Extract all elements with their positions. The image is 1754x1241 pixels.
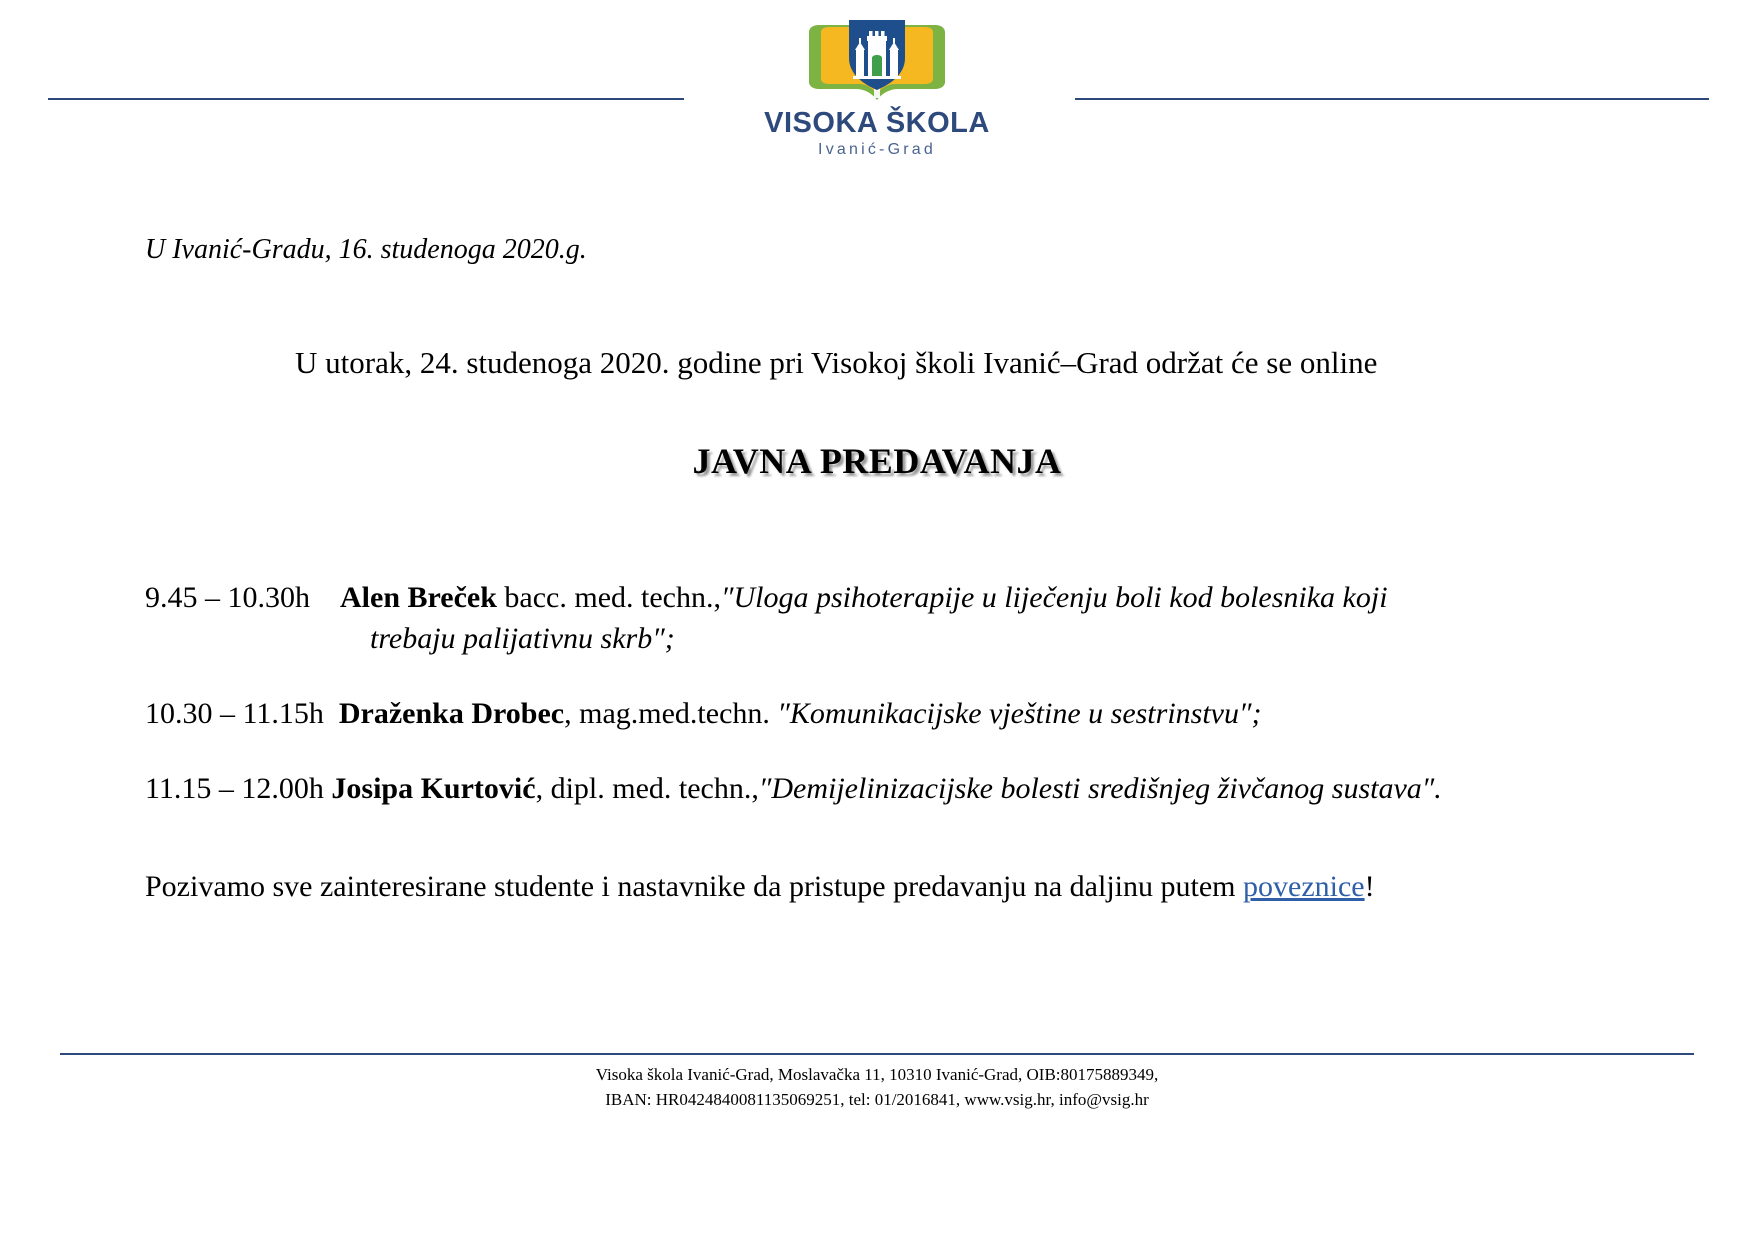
entry-lecture-title: ″Demijelinizacijske bolesti središnjeg živčanog sustava″. xyxy=(758,772,1442,805)
entry-lecture-title: ″Komunikacijske vještine u sestrinstvu″; xyxy=(777,697,1262,730)
schedule-entry xyxy=(145,694,1625,733)
document-header xyxy=(0,0,1754,175)
shield-castle-book-icon xyxy=(803,14,951,106)
header-rule-left xyxy=(48,98,684,100)
dateline: U Ivanić-Gradu, 16. studenoga 2020.g. xyxy=(145,234,587,265)
entry-time: 10.30 – 11.15h xyxy=(145,697,324,730)
document-footer xyxy=(0,1063,1754,1112)
entry-credentials: bacc. med. techn., xyxy=(496,581,721,614)
institution-logo xyxy=(727,14,1027,159)
invitation-text-after: ! xyxy=(1364,870,1375,903)
footer-line-1: Visoka škola Ivanić-Grad, Moslavačka 11, 10310 Ivanić-Grad, OIB:80175889349, xyxy=(595,1065,1159,1084)
entry-speaker: Josipa Kurtović xyxy=(331,772,536,805)
schedule-entry xyxy=(145,769,1625,808)
entry-credentials: , mag.med.techn. xyxy=(564,697,778,730)
footer-line-2: IBAN: HR0424840081135069251, tel: 01/2016841, www.vsig.hr, info@vsig.hr xyxy=(605,1089,1149,1109)
logo-institution-name: VISOKA ŠKOLA xyxy=(764,107,990,139)
footer-rule xyxy=(60,1053,1694,1055)
page-title: JAVNA PREDAVANJA xyxy=(692,441,1062,481)
entry-time: 11.15 – 12.00h xyxy=(145,772,324,805)
header-rule-right xyxy=(1075,98,1709,100)
entry-time: 9.45 – 10.30h xyxy=(145,581,310,614)
intro-paragraph: U utorak, 24. studenoga 2020. godine pri Visokoj školi Ivanić–Grad održat će se online xyxy=(295,345,1378,380)
entry-speaker: Alen Breček xyxy=(340,581,497,614)
entry-credentials: , dipl. med. techn., xyxy=(535,772,759,805)
poveznice-link[interactable]: poveznice xyxy=(1243,870,1365,903)
invitation-text-before: Pozivamo sve zainteresirane studente i nastavnike da pristupe predavanju na daljinu putem xyxy=(145,870,1243,903)
logo-institution-subtitle: Ivanić-Grad xyxy=(818,141,936,159)
schedule-entry xyxy=(145,578,1625,658)
entry-lecture-title: ″Uloga psihoterapije u liječenju boli kod bolesnika koji xyxy=(720,581,1388,614)
invitation-paragraph xyxy=(145,870,1375,904)
entry-speaker: Draženka Drobec xyxy=(338,697,565,730)
entry-lecture-title-continued: trebaju palijativnu skrb″; xyxy=(370,622,675,655)
lecture-schedule xyxy=(145,578,1625,844)
